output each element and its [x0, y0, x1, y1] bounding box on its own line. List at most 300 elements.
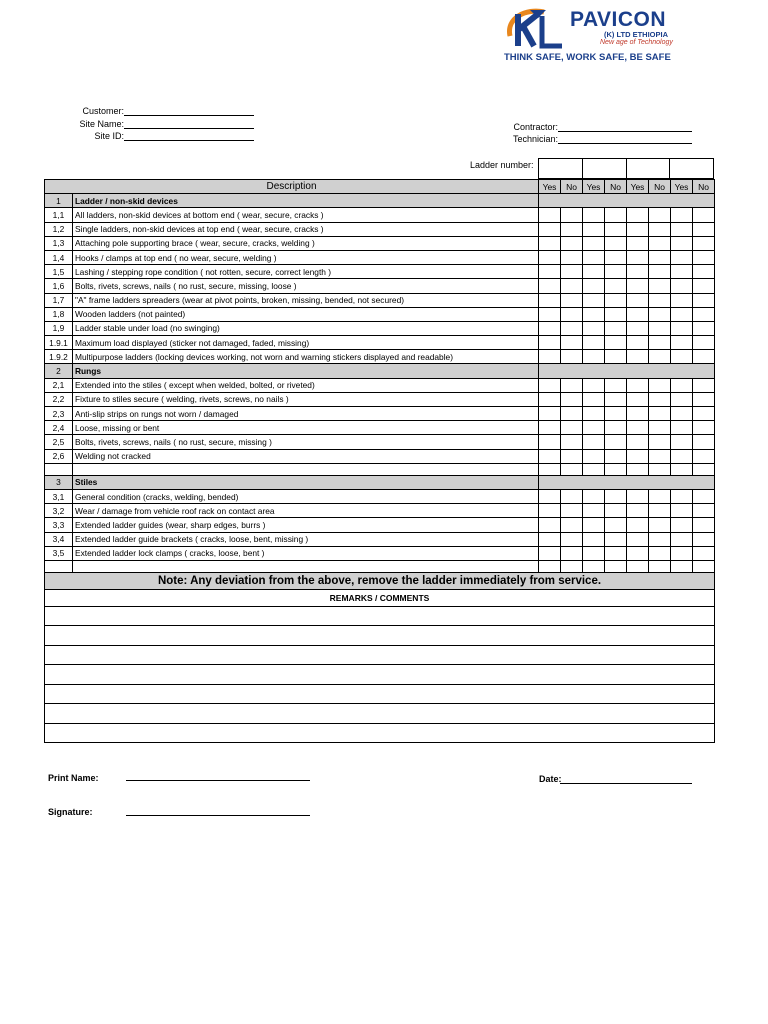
yes-checkbox[interactable] — [539, 236, 561, 250]
yes-checkbox[interactable] — [539, 293, 561, 307]
yes-checkbox[interactable] — [583, 407, 605, 421]
item-number: 1,7 — [45, 293, 73, 307]
yes-checkbox[interactable] — [539, 378, 561, 392]
remarks-row — [45, 606, 715, 626]
checklist-item-row — [45, 236, 715, 250]
yes-checkbox[interactable] — [627, 463, 649, 475]
no-checkbox[interactable] — [561, 222, 583, 236]
yes-checkbox[interactable] — [671, 489, 693, 503]
technician-input-line[interactable] — [558, 133, 692, 144]
yes-checkbox[interactable] — [671, 307, 693, 321]
no-checkbox[interactable] — [649, 336, 671, 350]
yes-checkbox[interactable] — [583, 449, 605, 463]
no-checkbox[interactable] — [693, 421, 715, 435]
item-description: Extended into the stiles ( except when welded, bolted, or riveted) — [73, 378, 539, 392]
ladder-number-label: Ladder number: — [470, 160, 534, 170]
ladder-number-boxes — [538, 158, 714, 179]
no-checkbox[interactable] — [561, 307, 583, 321]
no-checkbox[interactable] — [693, 307, 715, 321]
item-description: "A" frame ladders spreaders (wear at pivot points, broken, missing, bended, not secured) — [73, 293, 539, 307]
item-description: Attaching pole supporting brace ( wear, secure, cracks, welding ) — [73, 236, 539, 250]
no-checkbox[interactable] — [693, 392, 715, 406]
no-checkbox[interactable] — [605, 378, 627, 392]
checklist-item-row — [45, 222, 715, 236]
yes-checkbox[interactable] — [627, 504, 649, 518]
no-checkbox[interactable] — [561, 421, 583, 435]
no-checkbox[interactable] — [649, 546, 671, 560]
blank-cell — [73, 560, 539, 572]
item-description: Bolts, rivets, screws, nails ( no rust, secure, missing ) — [73, 435, 539, 449]
yes-checkbox[interactable] — [627, 560, 649, 572]
no-checkbox[interactable] — [605, 504, 627, 518]
no-checkbox[interactable] — [561, 321, 583, 335]
yes-checkbox[interactable] — [627, 236, 649, 250]
remarks-line[interactable] — [45, 723, 715, 743]
yes-checkbox[interactable] — [539, 321, 561, 335]
no-checkbox[interactable] — [561, 532, 583, 546]
ladder-number-box[interactable] — [539, 159, 582, 178]
yes-checkbox[interactable] — [627, 449, 649, 463]
no-checkbox[interactable] — [561, 560, 583, 572]
checklist-item-row — [45, 489, 715, 503]
blank-cell — [45, 560, 73, 572]
checklist-item-row — [45, 321, 715, 335]
brand-slogan: THINK SAFE, WORK SAFE, BE SAFE — [504, 52, 671, 63]
item-description: Welding not cracked — [73, 449, 539, 463]
contractor-input-line[interactable] — [558, 121, 692, 132]
checklist-item-row — [45, 279, 715, 293]
yes-checkbox[interactable] — [627, 321, 649, 335]
section-row — [45, 194, 715, 208]
item-description: Ladder stable under load (no swinging) — [73, 321, 539, 335]
yes-checkbox[interactable] — [627, 489, 649, 503]
no-checkbox[interactable] — [605, 421, 627, 435]
yes-checkbox[interactable] — [671, 208, 693, 222]
section-title: Rungs — [73, 364, 539, 378]
no-checkbox[interactable] — [649, 378, 671, 392]
no-checkbox[interactable] — [605, 518, 627, 532]
yes-checkbox[interactable] — [583, 532, 605, 546]
no-checkbox[interactable] — [693, 336, 715, 350]
no-checkbox[interactable] — [649, 350, 671, 364]
yes-checkbox[interactable] — [627, 392, 649, 406]
checklist-item-row — [45, 350, 715, 364]
deviation-note: Note: Any deviation from the above, remove the ladder immediately from service. — [45, 572, 715, 589]
yes-checkbox[interactable] — [583, 392, 605, 406]
yes-checkbox[interactable] — [627, 265, 649, 279]
no-checkbox[interactable] — [605, 265, 627, 279]
yes-checkbox[interactable] — [671, 236, 693, 250]
yes-checkbox[interactable] — [583, 321, 605, 335]
no-checkbox[interactable] — [605, 293, 627, 307]
yes-checkbox[interactable] — [627, 518, 649, 532]
yes-column-header: Yes — [583, 180, 605, 194]
yes-checkbox[interactable] — [671, 532, 693, 546]
no-checkbox[interactable] — [649, 560, 671, 572]
remarks-row — [45, 665, 715, 685]
yes-checkbox[interactable] — [583, 279, 605, 293]
yes-checkbox[interactable] — [671, 546, 693, 560]
no-checkbox[interactable] — [693, 265, 715, 279]
no-checkbox[interactable] — [693, 489, 715, 503]
yes-checkbox[interactable] — [539, 250, 561, 264]
checklist-item-row — [45, 208, 715, 222]
no-checkbox[interactable] — [649, 421, 671, 435]
yes-checkbox[interactable] — [627, 279, 649, 293]
yes-checkbox[interactable] — [583, 435, 605, 449]
date-label: Date: — [539, 774, 562, 784]
yes-checkbox[interactable] — [583, 421, 605, 435]
no-checkbox[interactable] — [561, 489, 583, 503]
no-checkbox[interactable] — [561, 392, 583, 406]
item-number: 3,1 — [45, 489, 73, 503]
no-checkbox[interactable] — [649, 293, 671, 307]
yes-checkbox[interactable] — [671, 463, 693, 475]
no-checkbox[interactable] — [649, 392, 671, 406]
section-row — [45, 475, 715, 489]
site-id-input-line[interactable] — [124, 130, 254, 141]
no-checkbox[interactable] — [649, 489, 671, 503]
no-checkbox[interactable] — [649, 265, 671, 279]
customer-label: Customer: — [82, 106, 124, 116]
no-checkbox[interactable] — [605, 546, 627, 560]
yes-checkbox[interactable] — [627, 293, 649, 307]
yes-checkbox[interactable] — [539, 449, 561, 463]
print-name-label: Print Name: — [48, 773, 99, 783]
yes-checkbox[interactable] — [583, 546, 605, 560]
yes-checkbox[interactable] — [583, 504, 605, 518]
yes-checkbox[interactable] — [671, 293, 693, 307]
yes-checkbox[interactable] — [539, 407, 561, 421]
yes-checkbox[interactable] — [671, 392, 693, 406]
remarks-line[interactable] — [45, 645, 715, 665]
no-checkbox[interactable] — [605, 392, 627, 406]
no-checkbox[interactable] — [605, 560, 627, 572]
checklist-item-row — [45, 504, 715, 518]
no-checkbox[interactable] — [561, 435, 583, 449]
ladder-number-box[interactable] — [582, 159, 626, 178]
item-number: 2,2 — [45, 392, 73, 406]
item-number: 3,5 — [45, 546, 73, 560]
no-column-header: No — [561, 180, 583, 194]
remarks-line[interactable] — [45, 606, 715, 626]
yes-checkbox[interactable] — [539, 336, 561, 350]
no-checkbox[interactable] — [649, 222, 671, 236]
section-number: 3 — [45, 475, 73, 489]
site-id-field — [60, 130, 254, 141]
no-column-header: No — [693, 180, 715, 194]
no-checkbox[interactable] — [693, 435, 715, 449]
blank-cell — [45, 463, 73, 475]
yes-column-header: Yes — [671, 180, 693, 194]
yes-checkbox[interactable] — [539, 489, 561, 503]
yes-checkbox[interactable] — [539, 560, 561, 572]
checklist-item-row — [45, 392, 715, 406]
item-number: 1.9.2 — [45, 350, 73, 364]
section-title: Stiles — [73, 475, 539, 489]
yes-checkbox[interactable] — [671, 421, 693, 435]
remarks-row — [45, 723, 715, 743]
yes-checkbox[interactable] — [627, 546, 649, 560]
no-checkbox[interactable] — [649, 208, 671, 222]
no-checkbox[interactable] — [561, 518, 583, 532]
no-checkbox[interactable] — [693, 279, 715, 293]
yes-checkbox[interactable] — [539, 546, 561, 560]
remarks-header: REMARKS / COMMENTS — [45, 589, 715, 606]
yes-column-header: Yes — [627, 180, 649, 194]
no-checkbox[interactable] — [561, 250, 583, 264]
date-line[interactable] — [560, 783, 692, 784]
contractor-field — [496, 121, 692, 132]
no-checkbox[interactable] — [693, 208, 715, 222]
remarks-row — [45, 704, 715, 724]
item-description: Fixture to stiles secure ( welding, rivets, screws, no nails ) — [73, 392, 539, 406]
checklist-item-row — [45, 407, 715, 421]
no-checkbox[interactable] — [605, 435, 627, 449]
item-description: Extended ladder guides (wear, sharp edges, burrs ) — [73, 518, 539, 532]
no-checkbox[interactable] — [605, 350, 627, 364]
yes-checkbox[interactable] — [583, 560, 605, 572]
yes-checkbox[interactable] — [539, 265, 561, 279]
technician-label: Technician: — [512, 134, 558, 144]
ladder-number-box[interactable] — [669, 159, 713, 178]
no-checkbox[interactable] — [605, 236, 627, 250]
no-checkbox[interactable] — [649, 449, 671, 463]
signature-line[interactable] — [126, 815, 310, 816]
yes-checkbox[interactable] — [671, 350, 693, 364]
no-checkbox[interactable] — [693, 321, 715, 335]
yes-checkbox[interactable] — [627, 350, 649, 364]
no-checkbox[interactable] — [605, 336, 627, 350]
no-checkbox[interactable] — [561, 293, 583, 307]
item-number: 1,2 — [45, 222, 73, 236]
no-checkbox[interactable] — [693, 236, 715, 250]
blank-row — [45, 560, 715, 572]
yes-checkbox[interactable] — [583, 463, 605, 475]
yes-checkbox[interactable] — [583, 222, 605, 236]
no-checkbox[interactable] — [605, 449, 627, 463]
remarks-row — [45, 684, 715, 704]
no-checkbox[interactable] — [561, 208, 583, 222]
no-checkbox[interactable] — [693, 407, 715, 421]
item-number: 3,3 — [45, 518, 73, 532]
no-checkbox[interactable] — [561, 350, 583, 364]
yes-checkbox[interactable] — [671, 279, 693, 293]
yes-checkbox[interactable] — [627, 421, 649, 435]
site-name-label: Site Name: — [79, 119, 124, 129]
item-number: 1,4 — [45, 250, 73, 264]
no-checkbox[interactable] — [693, 222, 715, 236]
yes-checkbox[interactable] — [583, 336, 605, 350]
no-checkbox[interactable] — [605, 250, 627, 264]
yes-checkbox[interactable] — [539, 222, 561, 236]
yes-checkbox[interactable] — [583, 518, 605, 532]
yes-checkbox[interactable] — [627, 307, 649, 321]
no-checkbox[interactable] — [605, 463, 627, 475]
no-checkbox[interactable] — [605, 489, 627, 503]
no-checkbox[interactable] — [561, 463, 583, 475]
ladder-number-box[interactable] — [626, 159, 670, 178]
no-checkbox[interactable] — [649, 250, 671, 264]
no-checkbox[interactable] — [561, 546, 583, 560]
yes-checkbox[interactable] — [539, 518, 561, 532]
yes-checkbox[interactable] — [627, 407, 649, 421]
item-description: Bolts, rivets, screws, nails ( no rust, secure, missing, loose ) — [73, 279, 539, 293]
section-check-area — [539, 475, 715, 489]
brand-name: PAVICON — [570, 8, 667, 31]
no-checkbox[interactable] — [605, 407, 627, 421]
no-checkbox[interactable] — [649, 532, 671, 546]
no-column-header: No — [649, 180, 671, 194]
print-name-line[interactable] — [126, 780, 310, 781]
yes-checkbox[interactable] — [583, 350, 605, 364]
no-checkbox[interactable] — [649, 407, 671, 421]
yes-checkbox[interactable] — [671, 336, 693, 350]
section-check-area — [539, 364, 715, 378]
yes-checkbox[interactable] — [627, 378, 649, 392]
yes-checkbox[interactable] — [583, 265, 605, 279]
checklist-item-row — [45, 435, 715, 449]
yes-checkbox[interactable] — [671, 435, 693, 449]
no-checkbox[interactable] — [693, 504, 715, 518]
no-checkbox[interactable] — [561, 236, 583, 250]
checklist-item-row — [45, 250, 715, 264]
no-checkbox[interactable] — [561, 407, 583, 421]
yes-checkbox[interactable] — [671, 518, 693, 532]
yes-checkbox[interactable] — [539, 463, 561, 475]
remarks-line[interactable] — [45, 665, 715, 685]
checklist-item-row — [45, 518, 715, 532]
item-number: 1,5 — [45, 265, 73, 279]
checklist-body — [45, 180, 715, 743]
item-number: 1,8 — [45, 307, 73, 321]
no-checkbox[interactable] — [605, 532, 627, 546]
yes-checkbox[interactable] — [583, 236, 605, 250]
yes-checkbox[interactable] — [627, 250, 649, 264]
yes-checkbox[interactable] — [671, 321, 693, 335]
yes-checkbox[interactable] — [539, 504, 561, 518]
remarks-row — [45, 626, 715, 646]
customer-input-line[interactable] — [124, 105, 254, 116]
no-checkbox[interactable] — [649, 236, 671, 250]
item-description: Extended ladder guide brackets ( cracks, loose, bent, missing ) — [73, 532, 539, 546]
remarks-line[interactable] — [45, 626, 715, 646]
yes-checkbox[interactable] — [627, 336, 649, 350]
site-name-input-line[interactable] — [124, 118, 254, 129]
no-checkbox[interactable] — [605, 208, 627, 222]
yes-checkbox[interactable] — [671, 560, 693, 572]
yes-checkbox[interactable] — [583, 378, 605, 392]
yes-checkbox[interactable] — [671, 504, 693, 518]
yes-checkbox[interactable] — [627, 435, 649, 449]
yes-checkbox[interactable] — [583, 293, 605, 307]
checklist-item-row — [45, 421, 715, 435]
signature-label: Signature: — [48, 807, 93, 817]
no-checkbox[interactable] — [605, 307, 627, 321]
item-number: 2,3 — [45, 407, 73, 421]
remarks-line[interactable] — [45, 704, 715, 724]
no-checkbox[interactable] — [693, 378, 715, 392]
yes-checkbox[interactable] — [539, 208, 561, 222]
no-checkbox[interactable] — [649, 321, 671, 335]
no-checkbox[interactable] — [561, 279, 583, 293]
item-number: 1,9 — [45, 321, 73, 335]
yes-checkbox[interactable] — [671, 250, 693, 264]
item-number: 1,6 — [45, 279, 73, 293]
yes-checkbox[interactable] — [671, 449, 693, 463]
yes-checkbox[interactable] — [627, 222, 649, 236]
no-checkbox[interactable] — [561, 449, 583, 463]
yes-checkbox[interactable] — [539, 392, 561, 406]
no-checkbox[interactable] — [649, 504, 671, 518]
checklist-item-row — [45, 293, 715, 307]
no-checkbox[interactable] — [605, 321, 627, 335]
blank-row — [45, 463, 715, 475]
no-checkbox[interactable] — [649, 279, 671, 293]
no-checkbox[interactable] — [649, 435, 671, 449]
yes-checkbox[interactable] — [583, 307, 605, 321]
no-checkbox[interactable] — [693, 518, 715, 532]
checklist-item-row — [45, 532, 715, 546]
blank-cell — [73, 463, 539, 475]
remarks-line[interactable] — [45, 684, 715, 704]
no-checkbox[interactable] — [605, 222, 627, 236]
yes-checkbox[interactable] — [627, 532, 649, 546]
no-checkbox[interactable] — [693, 463, 715, 475]
no-checkbox[interactable] — [649, 518, 671, 532]
no-checkbox[interactable] — [561, 504, 583, 518]
yes-checkbox[interactable] — [671, 378, 693, 392]
no-checkbox[interactable] — [561, 378, 583, 392]
no-column-header: No — [605, 180, 627, 194]
yes-checkbox[interactable] — [671, 265, 693, 279]
no-checkbox[interactable] — [561, 265, 583, 279]
yes-checkbox[interactable] — [539, 279, 561, 293]
yes-checkbox[interactable] — [539, 421, 561, 435]
item-number: 2,5 — [45, 435, 73, 449]
yes-checkbox[interactable] — [539, 307, 561, 321]
yes-checkbox[interactable] — [583, 489, 605, 503]
yes-checkbox[interactable] — [583, 250, 605, 264]
yes-checkbox[interactable] — [671, 407, 693, 421]
no-checkbox[interactable] — [693, 560, 715, 572]
no-checkbox[interactable] — [693, 350, 715, 364]
no-checkbox[interactable] — [649, 463, 671, 475]
item-description: Loose, missing or bent — [73, 421, 539, 435]
yes-checkbox[interactable] — [583, 208, 605, 222]
no-checkbox[interactable] — [561, 336, 583, 350]
no-checkbox[interactable] — [649, 307, 671, 321]
yes-checkbox[interactable] — [539, 350, 561, 364]
no-checkbox[interactable] — [693, 449, 715, 463]
yes-checkbox[interactable] — [671, 222, 693, 236]
section-row — [45, 364, 715, 378]
item-number: 1,3 — [45, 236, 73, 250]
no-checkbox[interactable] — [693, 250, 715, 264]
no-checkbox[interactable] — [693, 532, 715, 546]
yes-checkbox[interactable] — [627, 208, 649, 222]
no-checkbox[interactable] — [693, 546, 715, 560]
yes-checkbox[interactable] — [539, 435, 561, 449]
section-title: Ladder / non-skid devices — [73, 194, 539, 208]
description-header: Description — [45, 180, 539, 194]
no-checkbox[interactable] — [605, 279, 627, 293]
yes-checkbox[interactable] — [539, 532, 561, 546]
checklist-item-row — [45, 546, 715, 560]
checklist-item-row — [45, 449, 715, 463]
item-number: 1,1 — [45, 208, 73, 222]
no-checkbox[interactable] — [693, 293, 715, 307]
